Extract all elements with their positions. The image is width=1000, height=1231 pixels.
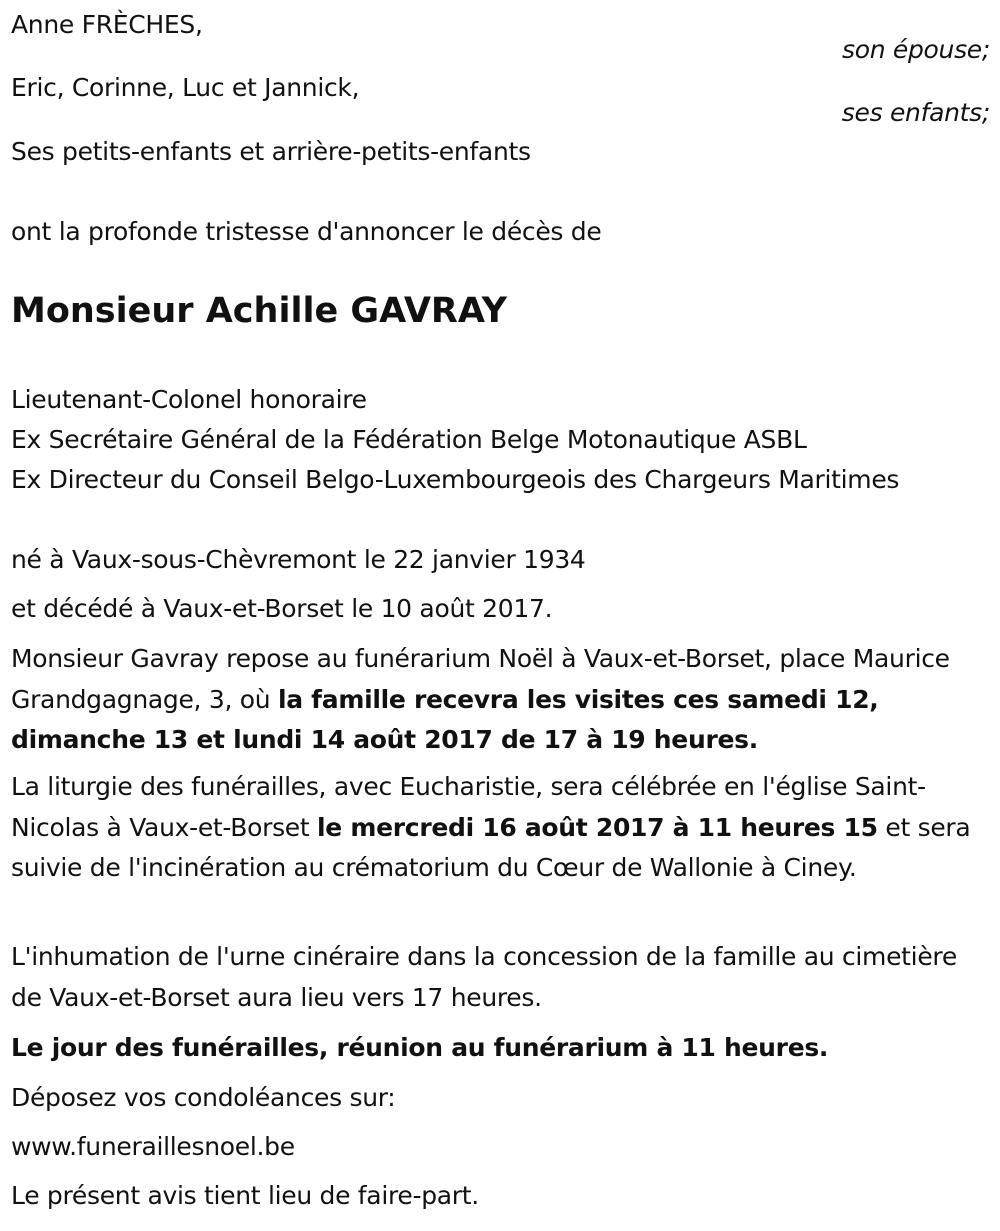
repose-text: Monsieur Gavray repose au funérarium Noël à Vaux-et-Borset, place Maurice Grandgagnage, 3, où [11,644,950,714]
deceased-name: Monsieur Achille GAVRAY [11,291,507,331]
title-line: Lieutenant-Colonel honoraire [11,385,367,414]
website-anchor[interactable]: www.funeraillesnoel.be [11,1132,295,1161]
burial-paragraph: L'inhumation de l'urne cinéraire dans la concession de la famille au cimetière de Vaux-et-Borset aura lieu vers 17 heures. [11,942,957,1012]
family-grandchildren: Ses petits-enfants et arrière-petits-enfants [11,137,531,166]
announcement-text: ont la profonde tristesse d'annoncer le décès de [11,217,602,246]
repose-bold: la famille recevra les visites ces samedi 12, dimanche 13 et lundi 14 août 2017 de 17 à 19 heures. [11,684,879,754]
gathering-info: Le jour des funérailles, réunion au funérarium à 11 heures. [11,1033,829,1062]
liturgy-bold: le mercredi 16 août 2017 à 11 heures 15 [317,812,878,842]
family-children-names: Eric, Corinne, Luc et Jannick, [11,73,360,102]
family-spouse-name: Anne FRÈCHES, [11,10,203,39]
death-info: et décédé à Vaux-et-Borset le 10 août 2017. [11,594,553,623]
liturgy-text-before: La liturgie des funérailles, avec Eucharistie, sera célébrée en l'église Saint-Nicolas à Vaux-et-Borset [11,772,926,842]
family-children-role: ses enfants; [841,98,990,127]
website-link[interactable] [11,1132,295,1161]
notice-text: Le présent avis tient lieu de faire-part. [11,1181,479,1210]
family-spouse-role: son épouse; [841,35,990,64]
title-line: Ex Secrétaire Général de la Fédération Belge Motonautique ASBL [11,425,807,454]
birth-info: né à Vaux-sous-Chèvremont le 22 janvier 1934 [11,545,586,574]
liturgy-text-after: et sera suivie de l'incinération au crématorium du Cœur de Wallonie à Ciney. [11,812,971,882]
liturgy-paragraph [11,767,991,889]
title-line: Ex Directeur du Conseil Belgo-Luxembourgeois des Chargeurs Maritimes [11,465,900,494]
repose-paragraph [11,639,991,761]
condolences-label: Déposez vos condoléances sur: [11,1083,396,1112]
